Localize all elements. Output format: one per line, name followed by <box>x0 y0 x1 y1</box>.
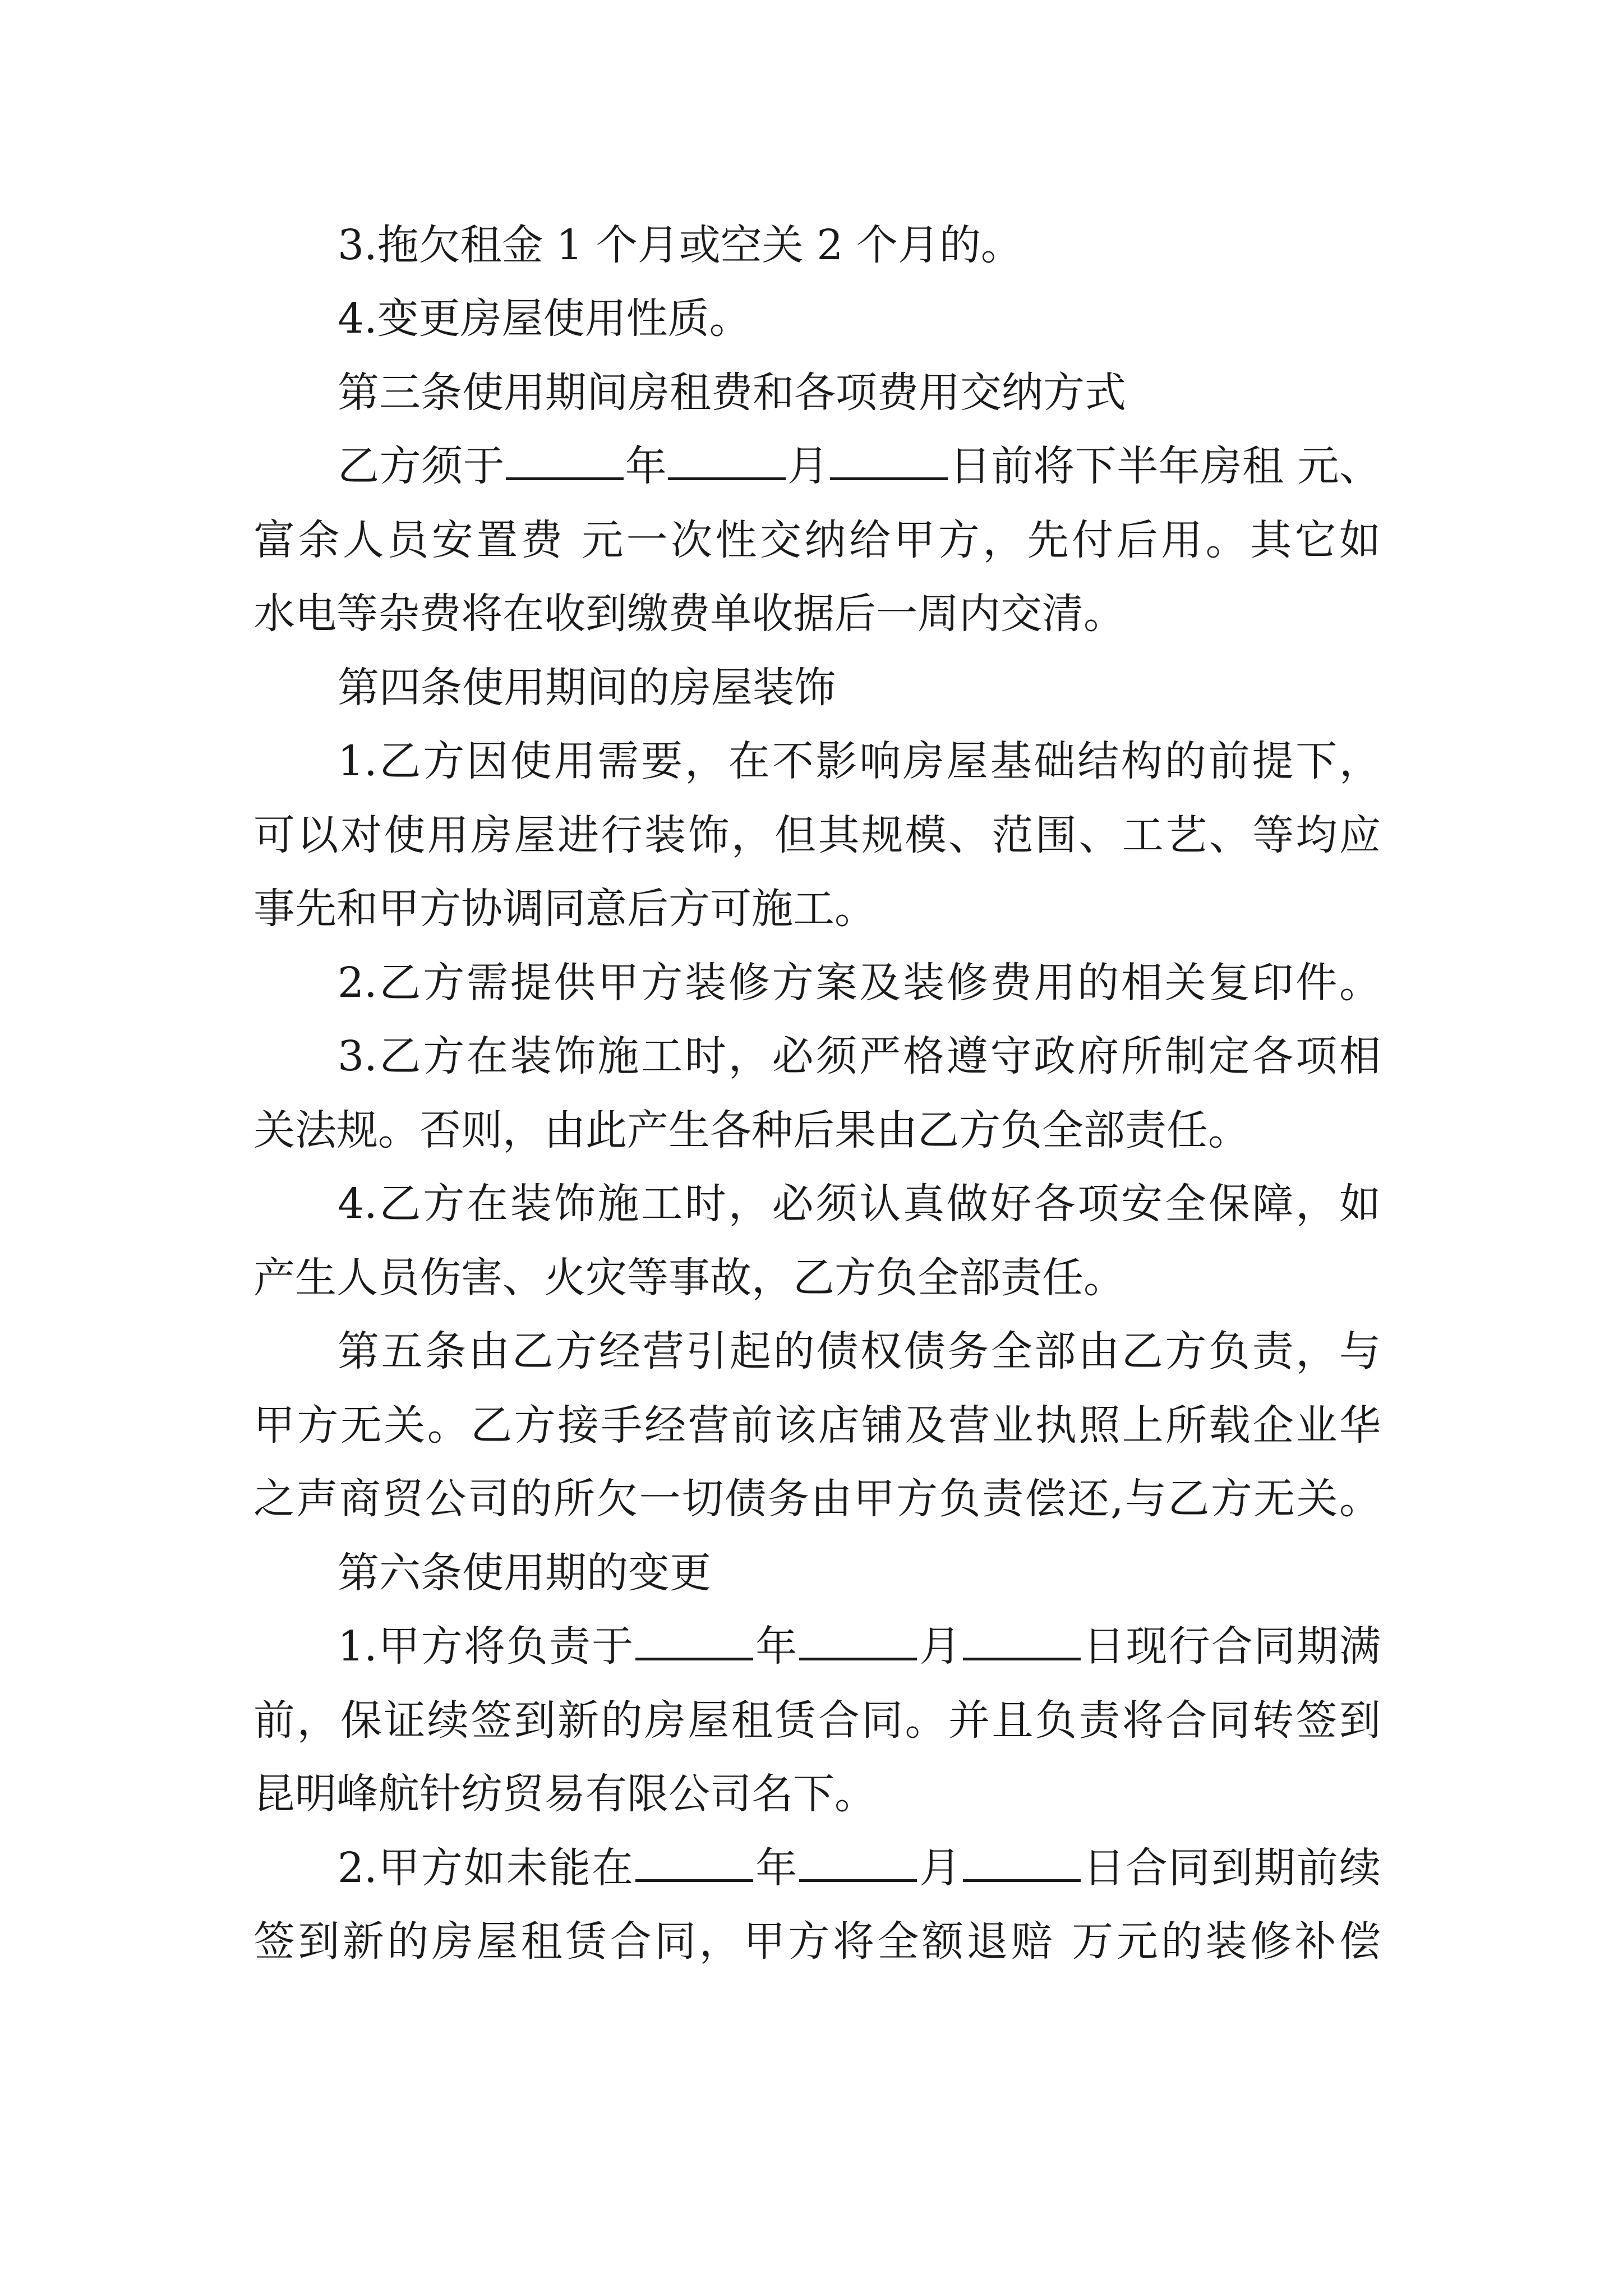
clause-line: 4.乙方在装饰施工时，必须认真做好各项安全保障，如 <box>338 1180 1381 1228</box>
line-text: 月 <box>787 442 829 490</box>
article-heading: 第五条由乙方经营引起的债权债务全部由乙方负责，与 <box>338 1327 1381 1375</box>
fill-in-blank <box>799 1617 917 1660</box>
clause-line: 事先和甲方协调同意后方可施工。 <box>253 885 876 933</box>
line-text: 日合同到期前续 <box>1082 1844 1381 1892</box>
line-text: 年 <box>754 1844 799 1892</box>
clause-line: 1.乙方因使用需要，在不影响房屋基础结构的前提下， <box>338 737 1381 785</box>
clause-line: 可以对使用房屋进行装饰，但其规模、范围、工艺、等均应 <box>253 811 1381 859</box>
article-heading: 第六条使用期的变更 <box>338 1549 711 1597</box>
line-text: 月 <box>918 1844 962 1892</box>
clause-line: 3.拖欠租金 1 个月或空关 2 个月的。 <box>338 221 1022 269</box>
line-text: 乙方须于 <box>338 442 505 490</box>
article-heading: 第三条使用期间房租费和各项费用交纳方式 <box>338 369 1126 417</box>
clause-line: 产生人员伤害、火灾等事故，乙方负全部责任。 <box>253 1254 1125 1302</box>
line-text: 1.甲方将负责于 <box>338 1622 635 1671</box>
clause-line: 关法规。否则，由此产生各种后果由乙方负全部责任。 <box>253 1106 1249 1154</box>
fill-in-blank <box>963 1617 1081 1660</box>
clause-line: 富余人员安置费 元一次性交纳给甲方，先付后用。其它如 <box>253 516 1381 564</box>
fill-in-blank <box>830 437 948 480</box>
clause-line: 4.变更房屋使用性质。 <box>338 295 751 343</box>
article-heading: 第四条使用期间的房屋装饰 <box>338 664 836 712</box>
clause-line: 前，保证续签到新的房屋租赁合同。并且负责将合同转签到 <box>253 1696 1381 1745</box>
clause-line: 昆明峰航针纺贸易有限公司名下。 <box>253 1770 876 1818</box>
fill-in-blank <box>635 1617 753 1660</box>
clause-line: 签到新的房屋租赁合同，甲方将全额退赔 万元的装修补偿 <box>253 1917 1381 1966</box>
line-text: 年 <box>625 442 667 490</box>
line-text: 日现行合同期满 <box>1082 1622 1381 1671</box>
clause-line-with-blanks <box>253 1613 1381 1680</box>
clause-line: 2.乙方需提供甲方装修方案及装修费用的相关复印件。 <box>338 959 1381 1007</box>
clause-line: 甲方无关。乙方接手经营前该店铺及营业执照上所载企业华 <box>253 1401 1381 1450</box>
fill-in-blank <box>963 1839 1081 1882</box>
line-text: 2.甲方如未能在 <box>338 1844 635 1892</box>
line-text: 日前将下半年房租 元、 <box>949 442 1381 490</box>
line-text: 年 <box>754 1622 799 1671</box>
clause-line: 3.乙方在装饰施工时，必须严格遵守政府所制定各项相 <box>338 1032 1381 1080</box>
clause-line: 水电等杂费将在收到缴费单收据后一周内交清。 <box>253 590 1125 638</box>
fill-in-blank <box>668 437 786 480</box>
clause-line-with-blanks <box>253 1834 1381 1902</box>
clause-line-with-blanks <box>253 432 1381 500</box>
clause-line: 之声商贸公司的所欠一切债务由甲方负责偿还,与乙方无关。 <box>253 1475 1381 1523</box>
fill-in-blank <box>635 1839 753 1882</box>
fill-in-blank <box>506 437 624 480</box>
line-text: 月 <box>918 1622 962 1671</box>
fill-in-blank <box>799 1839 917 1882</box>
